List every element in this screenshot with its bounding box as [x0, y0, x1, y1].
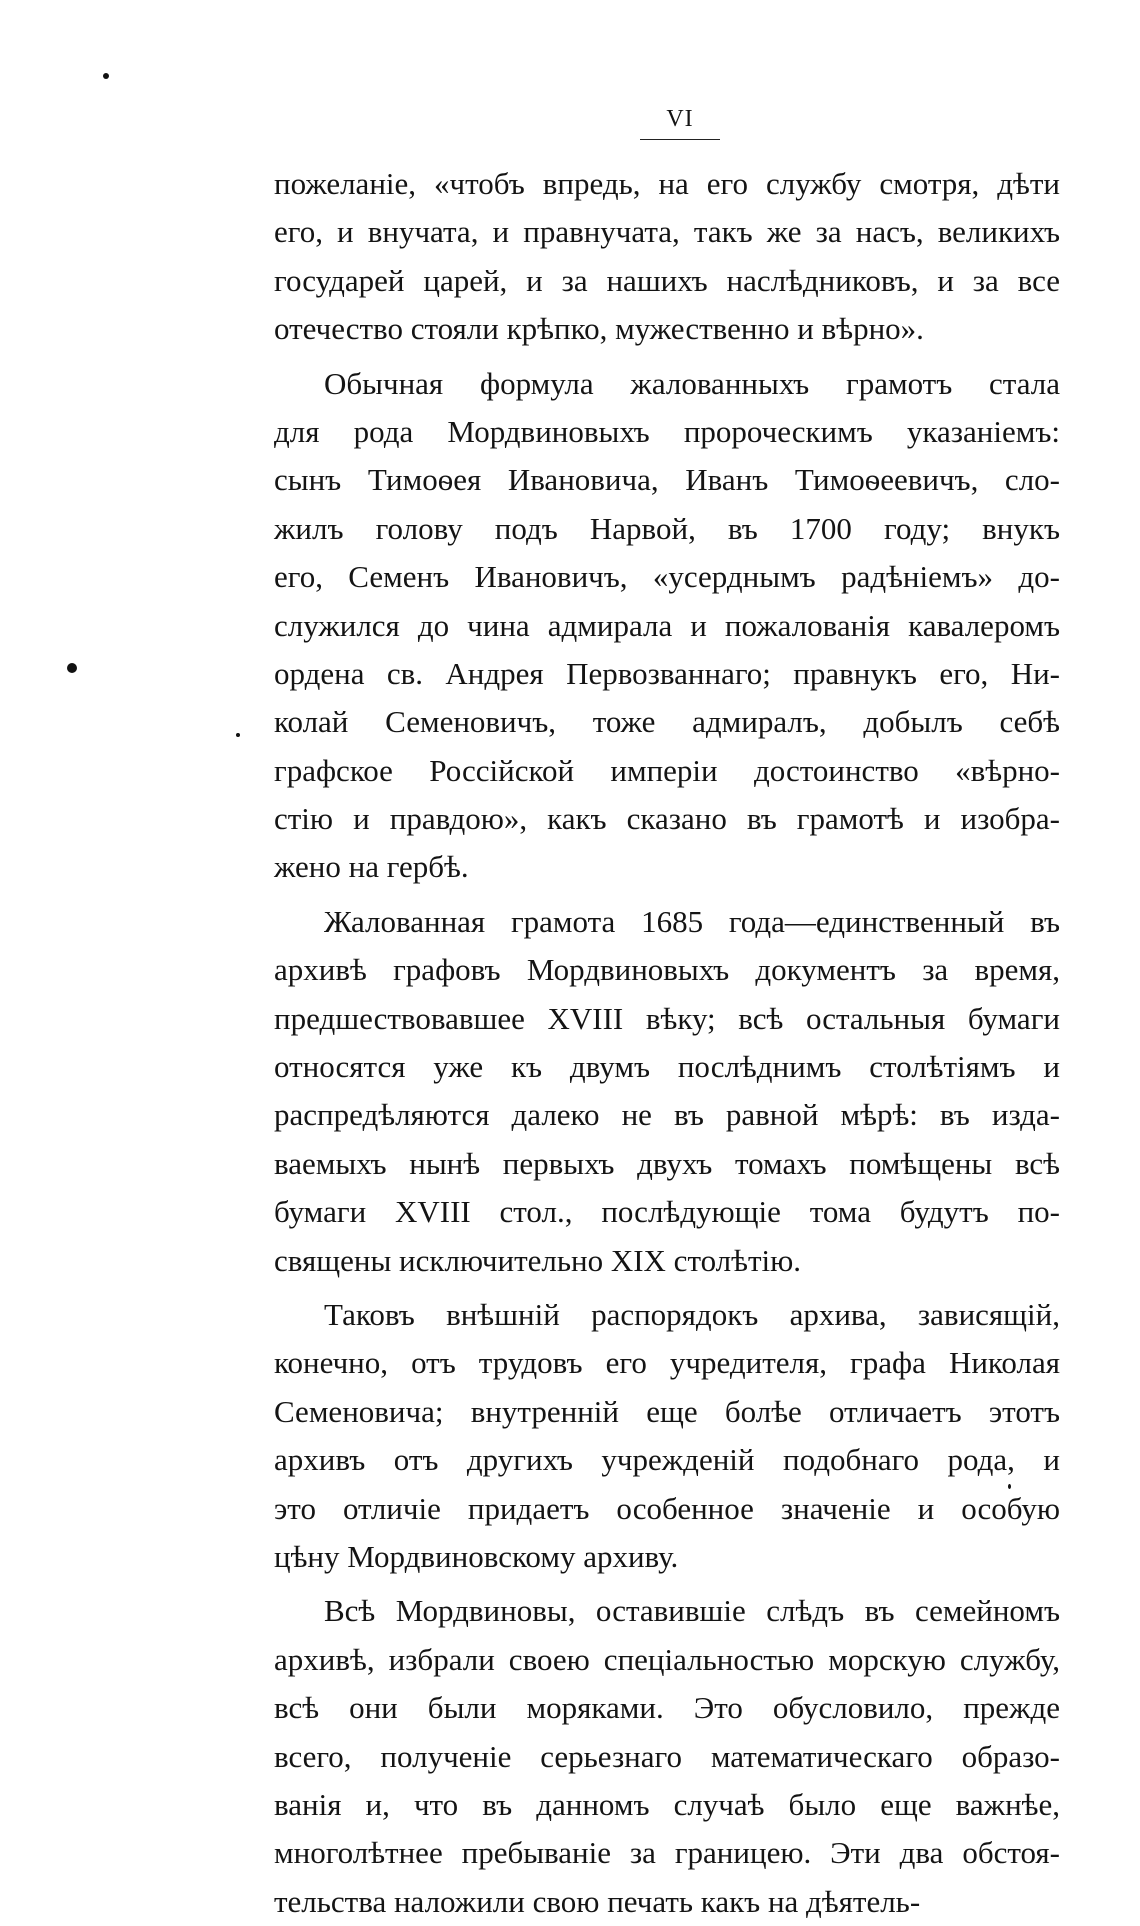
- text-line: графское Россійской имперіи достоинство «вѣрно-: [274, 752, 1060, 788]
- text-line: стію и правдою», какъ сказано въ грамотѣ и изобра-: [274, 801, 1060, 837]
- text-line: отечество стояли крѣпко, мужественно и вѣрно».: [274, 311, 924, 347]
- body-text: [274, 160, 1060, 1926]
- text-line: Таковъ внѣшній распорядокъ архива, зависящій,: [324, 1296, 1060, 1332]
- text-line: Жалованная грамота 1685 года—единственный въ: [324, 903, 1060, 939]
- text-line: Обычная формула жалованныхъ грамотъ стала: [324, 365, 1060, 401]
- text-line: колай Семеновичъ, тоже адмиралъ, добылъ себѣ: [274, 704, 1060, 740]
- text-line: его, и внучата, и правнучата, такъ же за насъ, великихъ: [274, 214, 1060, 250]
- text-line: конечно, отъ трудовъ его учредителя, графа Николая: [274, 1345, 1060, 1381]
- text-line: архивѣ, избрали своею спеціальностью морскую службу,: [274, 1641, 1060, 1677]
- ink-speck: [103, 73, 109, 79]
- text-line: это отличіе придаетъ особенное значеніе и особую: [274, 1490, 1060, 1526]
- page-number: VI: [640, 106, 720, 140]
- text-line: тельства наложили свою печать какъ на дѣятель-: [274, 1883, 921, 1919]
- text-line: всѣ они были моряками. Это обусловило, прежде: [274, 1690, 1060, 1726]
- text-line: жено на гербѣ.: [274, 849, 469, 885]
- text-line: архивъ отъ другихъ учрежденій подобнаго рода, и: [274, 1442, 1060, 1478]
- text-line: служился до чина адмирала и пожалованія кавалеромъ: [274, 607, 1060, 643]
- text-line: многолѣтнее пребываніе за границею. Эти два обстоя-: [274, 1835, 1060, 1871]
- text-line: всего, полученіе серьезнаго математическаго образо-: [274, 1738, 1060, 1774]
- text-line: бумаги XVIII стол., послѣдующіе тома будутъ по-: [274, 1194, 1060, 1230]
- ink-speck: [236, 733, 240, 737]
- text-line: жилъ голову подъ Нарвой, въ 1700 году; внукъ: [274, 510, 1060, 546]
- text-line: его, Семенъ Ивановичъ, «усерднымъ радѣніемъ» до-: [274, 559, 1060, 595]
- text-line: ваемыхъ нынѣ первыхъ двухъ томахъ помѣщены всѣ: [274, 1145, 1060, 1181]
- ink-speck: [67, 663, 77, 673]
- ink-speck: [1008, 1484, 1011, 1489]
- text-line: предшествовавшее XVIII вѣку; всѣ остальныя бумаги: [274, 1000, 1060, 1036]
- text-line: Всѣ Мордвиновы, оставившіе слѣдъ въ семейномъ: [324, 1593, 1060, 1629]
- text-line: распредѣляются далеко не въ равной мѣрѣ: въ изда-: [274, 1097, 1060, 1133]
- text-line: цѣну Мордвиновскому архиву.: [274, 1538, 679, 1574]
- text-line: священы исключительно XIX столѣтію.: [274, 1242, 802, 1278]
- text-line: относятся уже къ двумъ послѣднимъ столѣтіямъ и: [274, 1049, 1060, 1085]
- text-line: ордена св. Андрея Первозваннаго; правнукъ его, Ни-: [274, 655, 1060, 691]
- text-line: пожеланіе, «чтобъ впредь, на его службу смотря, дѣти: [274, 166, 1060, 201]
- text-line: архивѣ графовъ Мордвиновыхъ документъ за время,: [274, 952, 1060, 988]
- text-line: сынъ Тимоѳея Ивановича, Иванъ Тимоѳеевичъ, сло-: [274, 462, 1060, 498]
- text-line: государей царей, и за нашихъ наслѣдниковъ, и за все: [274, 262, 1060, 298]
- text-line: для рода Мордвиновыхъ пророческимъ указаніемъ:: [274, 413, 1060, 449]
- text-line: ванія и, что въ данномъ случаѣ было еще важнѣе,: [274, 1786, 1060, 1822]
- text-line: Семеновича; внутренній еще болѣе отличаетъ этотъ: [274, 1393, 1060, 1429]
